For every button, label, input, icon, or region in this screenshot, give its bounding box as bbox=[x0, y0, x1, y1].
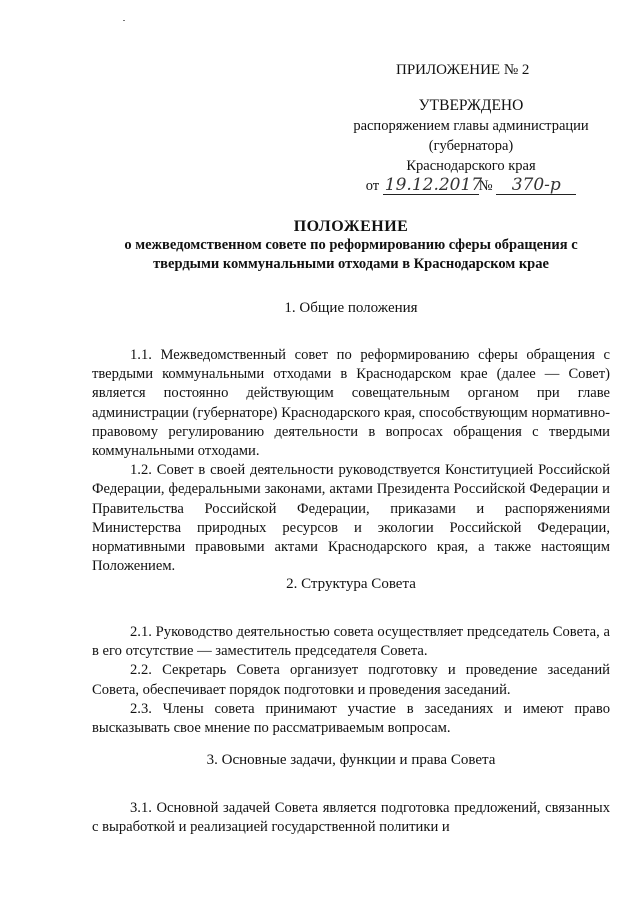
paragraph-1-2: 1.2. Совет в своей деятельности руководствуется Конституцией Российской Федерации, федеральными законами, актами Президента Российской Федерации и Правительства Российской Федерации, приказами и распоряжениями Министерства природных ресурсов и экологии Российской Федерации, нормативными правовыми актами Краснодарского края, а также настоящим Положением. bbox=[92, 462, 610, 575]
paragraph-3-1: 3.1. Основной задачей Совета является подготовка предложений, связанных с выработкой и реализацией государственной политики и bbox=[92, 800, 610, 836]
paragraph-1-1: 1.1. Межведомственный совет по реформированию сферы обращения с твердыми коммунальными отходами в Краснодарском крае (далее — Совет) является постоянно действующим совещательным органом при главе администрации (губернаторе) Краснодарского края, способствующим нормативно-правовому регулированию деятельности в вопросах обращения с твердыми коммунальными отходами. bbox=[92, 347, 610, 460]
section-3-body bbox=[92, 799, 610, 837]
approval-line-1: распоряжением главы администрации bbox=[353, 118, 589, 134]
approval-line-3: Краснодарского края bbox=[406, 158, 536, 174]
handwritten-date: 19.12.2017 bbox=[384, 175, 483, 195]
document-title bbox=[92, 218, 610, 274]
paragraph-2-2: 2.2. Секретарь Совета организует подготовку и проведение заседаний Совета, обеспечивает порядок подготовки и проведения заседаний. bbox=[92, 662, 610, 698]
section-1-heading: 1. Общие положения bbox=[284, 300, 418, 316]
annex-label: ПРИЛОЖЕНИЕ № 2 bbox=[396, 62, 530, 78]
approval-date-line bbox=[332, 176, 610, 196]
section-1-body bbox=[92, 346, 610, 576]
approved-label: УТВЕРЖДЕНО bbox=[418, 97, 524, 114]
section-2-body bbox=[92, 623, 610, 738]
date-field bbox=[383, 175, 483, 195]
approval-line-2: (губернатора) bbox=[428, 138, 514, 154]
number-prefix: № bbox=[478, 178, 493, 194]
title-main: ПОЛОЖЕНИЕ bbox=[293, 218, 409, 235]
number-field bbox=[496, 177, 576, 195]
section-2-heading: 2. Структура Совета bbox=[286, 576, 416, 592]
scan-mark bbox=[123, 20, 125, 21]
paragraph-2-3: 2.3. Члены совета принимают участие в заседаниях и имеют право высказывать свое мнение по рассматриваемым вопросам. bbox=[92, 700, 610, 737]
date-prefix: от bbox=[365, 178, 380, 194]
approval-block bbox=[332, 96, 610, 196]
title-line-1: о межведомственном совете по реформированию сферы обращения с bbox=[124, 237, 578, 253]
handwritten-number: 370-р bbox=[511, 175, 561, 195]
title-line-2: твердыми коммунальными отходами в Краснодарском крае bbox=[153, 256, 549, 272]
section-3-heading: 3. Основные задачи, функции и права Совета bbox=[206, 752, 496, 768]
paragraph-2-1: 2.1. Руководство деятельностью совета осуществляет председатель Совета, а в его отсутствие — заместитель председателя Совета. bbox=[92, 624, 610, 660]
